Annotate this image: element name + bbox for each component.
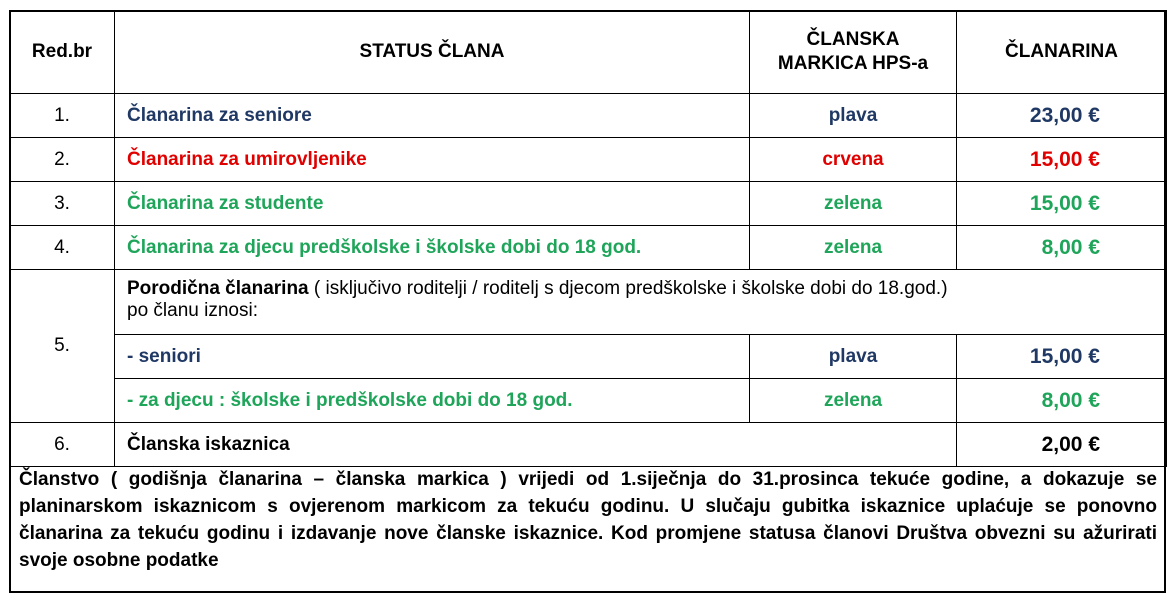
card-price: 2,00 € [957, 423, 1167, 467]
row-price: 8,00 € [957, 226, 1167, 270]
family-line2: po članu iznosi: [127, 300, 258, 321]
row-name: Članarina za umirovljenike [115, 138, 750, 182]
family-title: Porodična članarina [127, 278, 309, 299]
card-name: Članska iskaznica [115, 423, 957, 467]
table-row [10, 182, 1167, 226]
row-price: 23,00 € [957, 94, 1167, 138]
row-mark: zelena [750, 226, 957, 270]
family-sub-mark: zelena [750, 379, 957, 423]
family-title-rest: ( isključivo roditelji / roditelj s djecom predškolske i školske dobi do 18.god.) [308, 278, 948, 299]
table-row [10, 226, 1167, 270]
row-mark: zelena [750, 182, 957, 226]
family-sub-name: - seniori [115, 335, 750, 379]
header-fee: ČLANARINA [957, 11, 1167, 94]
header-mark-line1: ČLANSKA [806, 29, 900, 50]
header-mark [750, 11, 957, 94]
header-mark-line2: MARKICA HPS-a [777, 53, 929, 74]
header-status: STATUS ČLANA [115, 11, 750, 94]
family-sub-mark: plava [750, 335, 957, 379]
family-num: 5. [10, 270, 115, 423]
family-header-row [10, 270, 1167, 335]
family-sub-row [10, 335, 1167, 379]
table-row [10, 94, 1167, 138]
row-num: 3. [10, 182, 115, 226]
row-mark: crvena [750, 138, 957, 182]
row-mark: plava [750, 94, 957, 138]
row-price: 15,00 € [957, 182, 1167, 226]
membership-fee-table [9, 10, 1167, 467]
row-name: Članarina za seniore [115, 94, 750, 138]
row-num: 2. [10, 138, 115, 182]
header-num: Red.br [10, 11, 115, 94]
family-description [115, 270, 1167, 335]
membership-note: Članstvo ( godišnja članarina – članska markica ) vrijedi od 1.siječnja do 31.prosinca tekuće godine, a dokazuje se planinarskom iskaznicom s ovjerenom markicom za tekuću godinu. U slučaju gubitka iskaznice uplaćuje se ponovno članarina za tekuću godinu i izdavanje nove članske iskaznice. Kod promjene statusa članovi Društva obvezni su ažurirati svoje osobne podatke [19, 469, 1157, 571]
family-sub-price: 8,00 € [957, 379, 1167, 423]
family-sub-name: - za djecu : školske i predškolske dobi do 18 god. [115, 379, 750, 423]
family-sub-price: 15,00 € [957, 335, 1167, 379]
row-num: 1. [10, 94, 115, 138]
table-header-row [10, 11, 1167, 94]
row-price: 15,00 € [957, 138, 1167, 182]
family-sub-row [10, 379, 1167, 423]
table-row [10, 138, 1167, 182]
row-name: Članarina za studente [115, 182, 750, 226]
card-row [10, 423, 1167, 467]
row-name: Članarina za djecu predškolske i školske dobi do 18 god. [115, 226, 750, 270]
card-num: 6. [10, 423, 115, 467]
row-num: 4. [10, 226, 115, 270]
